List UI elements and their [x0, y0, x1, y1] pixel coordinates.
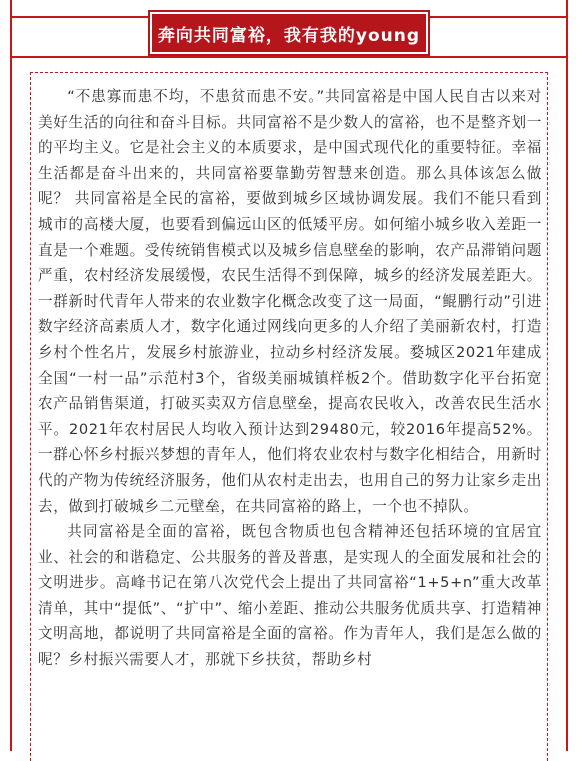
article-paragraph-2: 共同富裕是全面的富裕，既包含物质也包含精神还包括环境的宜居宜业、社会的和谐稳定、公共服务的普及普惠，是实现人的全面发展和社会的文明进步。高峰书记在第八次党代会上提出了共同富裕“1+5+n”重大改革清单，其中“提低”、“扩中”、缩小差距、推动公共服务优质共享、打造精神文明高地，都说明了共同富裕是全面的富裕。作为青年人，我们是怎么做的呢？乡村振兴需要人才，那就下乡扶贫，帮助乡村 [38, 523, 542, 669]
section-title: 奔向共同富裕，我有我的young [157, 25, 421, 46]
section-header [0, 16, 578, 60]
section-title-box [150, 12, 428, 54]
article-paragraph-1: “不患寡而患不均，不患贫而患不安。”共同富裕是中国人民自古以来对美好生活的向往和奋斗目标。共同富裕不是少数人的富裕，也不是整齐划一的平均主义。它是社会主义的本质要求，是中国式现代化的重要特征。幸福生活都是奋斗出来的，共同富裕要靠勤劳智慧来创造。那么具体该怎么做呢？ 共同富裕是全民的富裕，要做到城乡区域协调发展。我们不能只看到城市的高楼大厦，也要看到偏远山区的低矮平房。如何缩小城乡收入差距一直是一个难题。受传统销售模式以及城乡信息壁垒的影响，农产品滞销问题严重，农村经济发展缓慢，农民生活得不到保障，城乡的经济发展差距大。一群新时代青年人带来的农业数字化概念改变了这一局面，“鲲鹏行动”引进数字经济高素质人才，数字化通过网线向更多的人介绍了美丽新农村，打造乡村个性名片，发展乡村旅游业，拉动乡村经济发展。婺城区2021年建成全国“一村一品”示范村3个，省级美丽城镇样板2个。借助数字化平台拓宽农产品销售渠道，打破买卖双方信息壁垒，提高农民收入，改善农民生活水平。2021年农村居民人均收入预计达到29480元，较2016年提高52%。一群心怀乡村振兴梦想的青年人，他们将农业农村与数字化相结合，用新时代的产物为传统经济服务，他们从农村走出去，也用自己的努力让家乡走出去，做到打破城乡二元壁垒，在共同富裕的路上，一个也不掉队。 [38, 88, 542, 515]
article-body [38, 84, 542, 673]
frame-left-line [10, 0, 12, 751]
frame-right-line [566, 0, 568, 751]
header-bottom-rule [10, 56, 568, 58]
